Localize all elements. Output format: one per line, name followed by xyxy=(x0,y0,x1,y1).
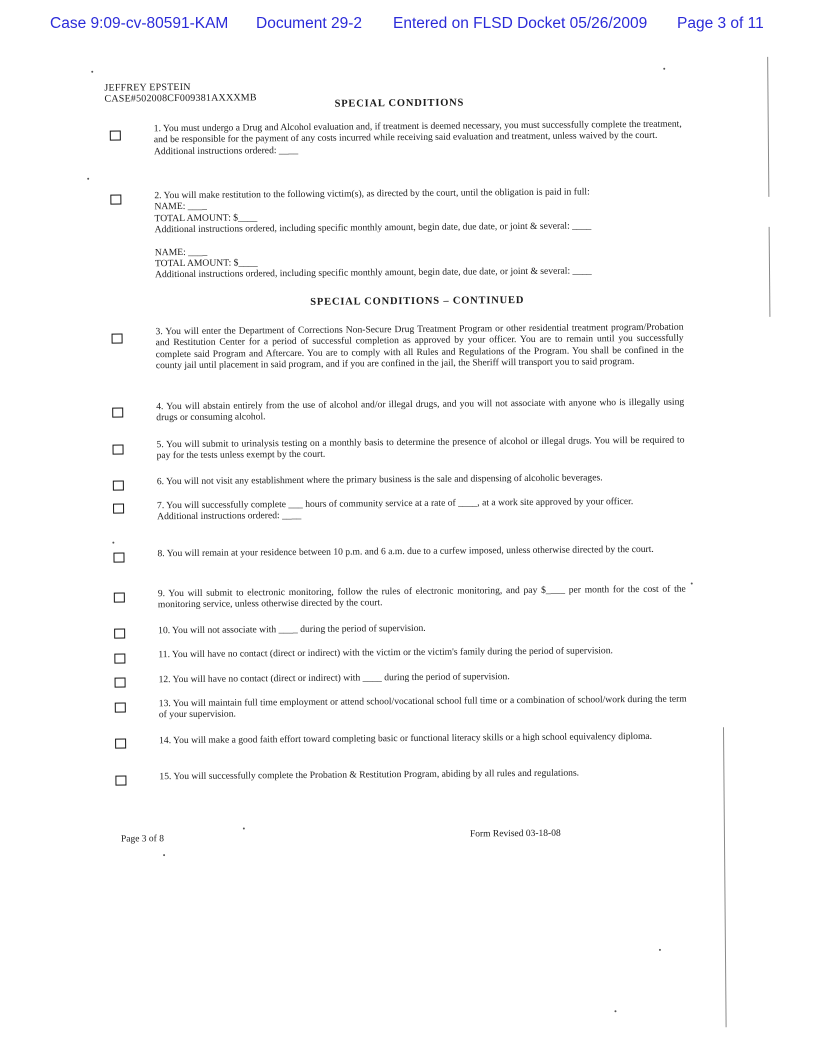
condition-9 xyxy=(158,584,686,611)
scan-edge-line xyxy=(769,227,771,317)
condition-6-text: 6. You will not visit any establishment where the primary business is the sale and dispensing of alcoholic beverages. xyxy=(156,472,603,488)
scan-edge-line xyxy=(767,57,769,197)
scan-speck xyxy=(163,854,165,856)
condition-15-checkbox[interactable] xyxy=(115,775,126,785)
victim-2-instructions: Additional instructions ordered, including specific monthly amount, begin date, due date, or joint & several: ____ xyxy=(154,265,592,281)
condition-8 xyxy=(157,544,685,560)
scan-speck xyxy=(659,949,661,951)
condition-2-text: 2. You will make restitution to the following victim(s), as directed by the court, until the obligation is paid in full: xyxy=(154,186,590,202)
scan-speck xyxy=(614,1010,616,1012)
condition-13-checkbox[interactable] xyxy=(115,702,126,712)
condition-11 xyxy=(158,645,686,661)
condition-1-text: 1. You must undergo a Drug and Alcohol evaluation and, if treatment is deemed necessary, you must successfully complete the treatment, and be responsible for the payment of any costs incurred while receiving said evaluation and treatment, unless waived by the court. xyxy=(153,118,682,146)
scan-speck xyxy=(87,178,89,180)
condition-10-checkbox[interactable] xyxy=(114,628,125,638)
condition-7-text: 7. You will successfully complete ___ hours of community service at a rate of ____, at a work site approved by your officer. xyxy=(156,496,634,512)
condition-5-checkbox[interactable] xyxy=(113,444,124,454)
condition-14-checkbox[interactable] xyxy=(115,738,126,748)
scan-speck xyxy=(112,542,114,544)
condition-11-text: 11. You will have no contact (direct or indirect) with the victim or the victim's family during the period of supervision. xyxy=(158,645,613,661)
special-conditions-heading: SPECIAL CONDITIONS xyxy=(334,97,465,110)
victim-1-amount: TOTAL AMOUNT: $____ xyxy=(154,212,258,225)
condition-11-checkbox[interactable] xyxy=(114,653,125,663)
docket-entry-stamp: Entered on FLSD Docket 05/26/2009 xyxy=(393,15,648,32)
condition-5-text: 5. You will submit to urinalysis testing on a monthly basis to determine the presence of alcohol or illegal drugs. You will be required to pay for the tests unless exempt by the court. xyxy=(156,434,685,462)
condition-9-checkbox[interactable] xyxy=(114,592,125,602)
victim-2-amount: TOTAL AMOUNT: $____ xyxy=(154,257,258,270)
case-number-stamp: Case 9:09-cv-80591-KAM xyxy=(50,15,229,32)
defendant-name: JEFFREY EPSTEIN xyxy=(104,81,191,94)
condition-13-text: 13. You will maintain full time employment or attend school/vocational school full time or a combination of school/work during the term of your supervision. xyxy=(158,693,687,721)
condition-1 xyxy=(154,119,682,158)
condition-12-checkbox[interactable] xyxy=(115,677,126,687)
scan-speck xyxy=(91,71,93,73)
condition-15-text: 15. You will successfully complete the Probation & Restitution Program, abiding by all rules and regulations. xyxy=(159,767,580,783)
document-number-stamp: Document 29-2 xyxy=(256,15,362,32)
condition-14 xyxy=(159,731,687,747)
condition-15 xyxy=(159,767,687,783)
defendant-case-number: CASE#502008CF009381AXXXMB xyxy=(104,92,257,105)
condition-8-checkbox[interactable] xyxy=(113,552,124,562)
condition-8-text: 8. You will remain at your residence between 10 p.m. and 6 a.m. due to a curfew imposed, unless otherwise directed by the court. xyxy=(157,543,654,560)
scan-speck xyxy=(243,827,245,829)
victim-2-name: NAME: ____ xyxy=(154,246,208,258)
page-count-stamp: Page 3 of 11 xyxy=(677,15,764,32)
condition-3-checkbox[interactable] xyxy=(112,334,123,344)
defendant-block xyxy=(104,81,256,104)
condition-3 xyxy=(155,322,683,372)
scan-speck xyxy=(691,583,693,585)
condition-12 xyxy=(159,670,687,686)
condition-7-instructions: Additional instructions ordered: ____ xyxy=(157,510,302,523)
condition-1-instructions: Additional instructions ordered: ____ xyxy=(153,144,299,158)
footer-form-revision: Form Revised 03-18-08 xyxy=(469,828,561,840)
condition-9-text: 9. You will submit to electronic monitoring, follow the rules of electronic monitoring, and pay $____ per month for the cost of the monitoring service, unless otherwise directed by the court. xyxy=(157,583,686,611)
condition-2-checkbox[interactable] xyxy=(110,195,121,205)
condition-3-text: 3. You will enter the Department of Corrections Non-Secure Drug Treatment Program or other residential treatment program/Probation and Restitution Center for a period of successful completion as approved by your officer. You are to remain until you successfully complete said Program and Aftercare. You are to comply with all Rules and Regulations of the Program. You shall be confined in the county jail until placement in said program, and if you are confined in the jail, the Sheriff will transport you to said program. xyxy=(155,321,684,372)
condition-14-text: 14. You will make a good faith effort toward completing basic or functional literacy skills or a high school equivalency diploma. xyxy=(159,730,653,747)
condition-5 xyxy=(156,435,684,462)
condition-4 xyxy=(156,397,684,424)
condition-13 xyxy=(159,694,687,721)
condition-10-text: 10. You will not associate with ____ during the period of supervision. xyxy=(158,622,426,637)
condition-6-checkbox[interactable] xyxy=(113,480,124,490)
condition-6 xyxy=(157,472,685,488)
footer-page-number: Page 3 of 8 xyxy=(120,834,165,845)
condition-10 xyxy=(158,621,686,637)
condition-7-checkbox[interactable] xyxy=(113,503,124,513)
victim-1-instructions: Additional instructions ordered, including specific monthly amount, begin date, due date, or joint & several: ____ xyxy=(154,220,592,236)
condition-12-text: 12. You will have no contact (direct or indirect) with ____ during the period of supervision. xyxy=(158,671,510,686)
scan-edge-line xyxy=(723,727,727,1027)
special-conditions-continued-heading: SPECIAL CONDITIONS – CONTINUED xyxy=(310,294,525,308)
scan-speck xyxy=(663,68,665,70)
victim-1-name: NAME: ____ xyxy=(154,201,207,213)
condition-4-checkbox[interactable] xyxy=(112,407,123,417)
condition-2 xyxy=(154,186,683,281)
condition-4-text: 4. You will abstain entirely from the use of alcohol and/or illegal drugs, and you will not associate with anyone who is illegally using drugs or consuming alcohol. xyxy=(156,396,685,424)
condition-7 xyxy=(157,496,685,523)
condition-1-checkbox[interactable] xyxy=(110,131,121,141)
